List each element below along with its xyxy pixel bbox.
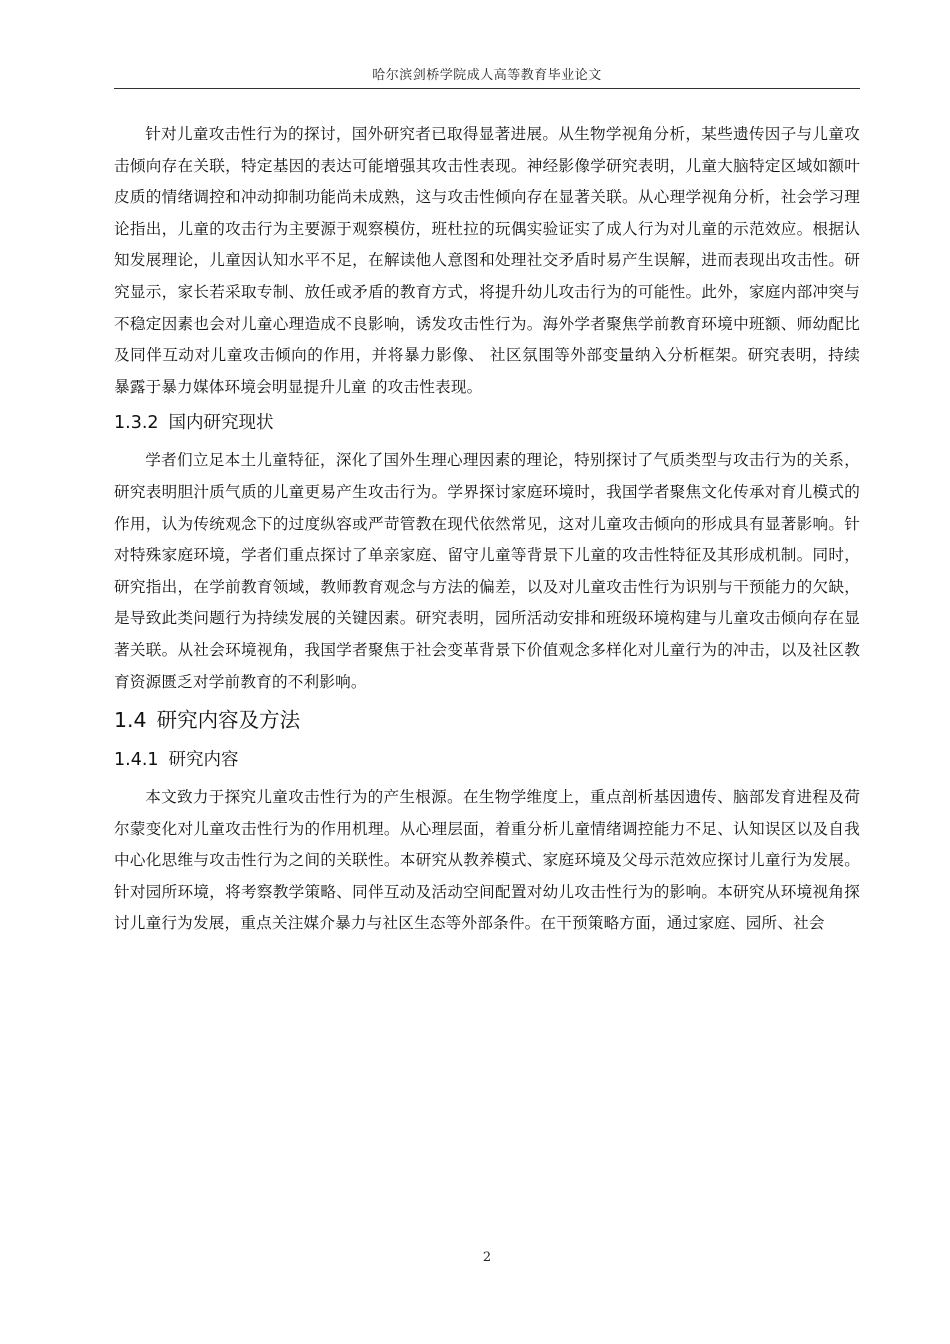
paragraph-foreign-research: 针对儿童攻击性行为的探讨，国外研究者已取得显著进展。从生物学视角分析，某些遗传因子与儿童攻击倾向存在关联，特定基因的表达可能增强其攻击性表现。神经影像学研究表明，儿童大脑特定区域如额叶皮质的情绪调控和冲动抑制功能尚未成熟，这与攻击性倾向存在显著关联。从心理学视角分析，社会学习理论指出，儿童的攻击行为主要源于观察模仿，班杜拉的玩偶实验证实了成人行为对儿童的示范效应。根据认知发展理论，儿童因认知水平不足，在解读他人意图和处理社交矛盾时易产生误解，进而表现出攻击性。研究显示，家长若采取专制、放任或矛盾的教育方式，将提升幼儿攻击行为的可能性。此外，家庭内部冲突与不稳定因素也会对儿童心理造成不良影响，诱发攻击性行为。海外学者聚焦学前教育环境中班额、师幼配比及同伴互动对儿童攻击倾向的作用，并将暴力影像、 社区氛围等外部变量纳入分析框架。研究表明，持续暴露于暴力媒体环境会明显提升儿童 的攻击性表现。 — [114, 125, 860, 396]
heading-title: 研究内容及方法 — [156, 708, 301, 733]
page-number: 2 — [482, 1250, 492, 1265]
heading-number: 1.3.2 — [114, 413, 159, 434]
heading-1-4-1 — [114, 744, 860, 776]
heading-1-4 — [114, 700, 860, 740]
paragraph-research-content: 本文致力于探究儿童攻击性行为的产生根源。在生物学维度上，重点剖析基因遗传、脑部发育进程及荷尔蒙变化对儿童攻击性行为的作用机理。从心理层面，着重分析儿童情绪调控能力不足、认知误区以及自我中心化思维与攻击性行为之间的关联性。本研究从教养模式、家庭环境及父母示范效应探讨儿童行为发展。针对园所环境，将考察教学策略、同伴互动及活动空间配置对幼儿攻击性行为的影响。本研究从环境视角探讨儿童行为发展，重点关注媒介暴力与社区生态等外部条件。在干预策略方面，通过家庭、园所、社会 — [114, 788, 860, 933]
header-divider — [114, 88, 860, 89]
paragraph-domestic-research: 学者们立足本土儿童特征，深化了国外生理心理因素的理论，特别探讨了气质类型与攻击行为的关系，研究表明胆汁质气质的儿童更易产生攻击行为。学界探讨家庭环境时，我国学者聚焦文化传承对育儿模式的作用，认为传统观念下的过度纵容或严苛管教在现代依然常见，这对儿童攻击倾向的形成具有显著影响。针对特殊家庭环境，学者们重点探讨了单亲家庭、留守儿童等背景下儿童的攻击性特征及其形成机制。同时，研究指出，在学前教育领域，教师教育观念与方法的偏差，以及对儿童攻击性行为识别与干预能力的欠缺，是导致此类问题行为持续发展的关键因素。研究表明，园所活动安排和班级环境构建与儿童攻击倾向存在显著关联。从社会环境视角，我国学者聚焦于社会变革背景下价值观念多样化对儿童行为的冲击，以及社区教育资源匮乏对学前教育的不利影响。 — [114, 451, 860, 691]
heading-number: 1.4 — [114, 708, 147, 733]
heading-title: 国内研究现状 — [168, 413, 274, 434]
heading-1-3-2 — [114, 407, 860, 439]
heading-number: 1.4.1 — [114, 750, 159, 771]
page-body — [114, 119, 860, 940]
heading-title: 研究内容 — [168, 750, 239, 771]
running-header: 哈尔滨剑桥学院成人高等教育毕业论文 — [372, 68, 602, 83]
